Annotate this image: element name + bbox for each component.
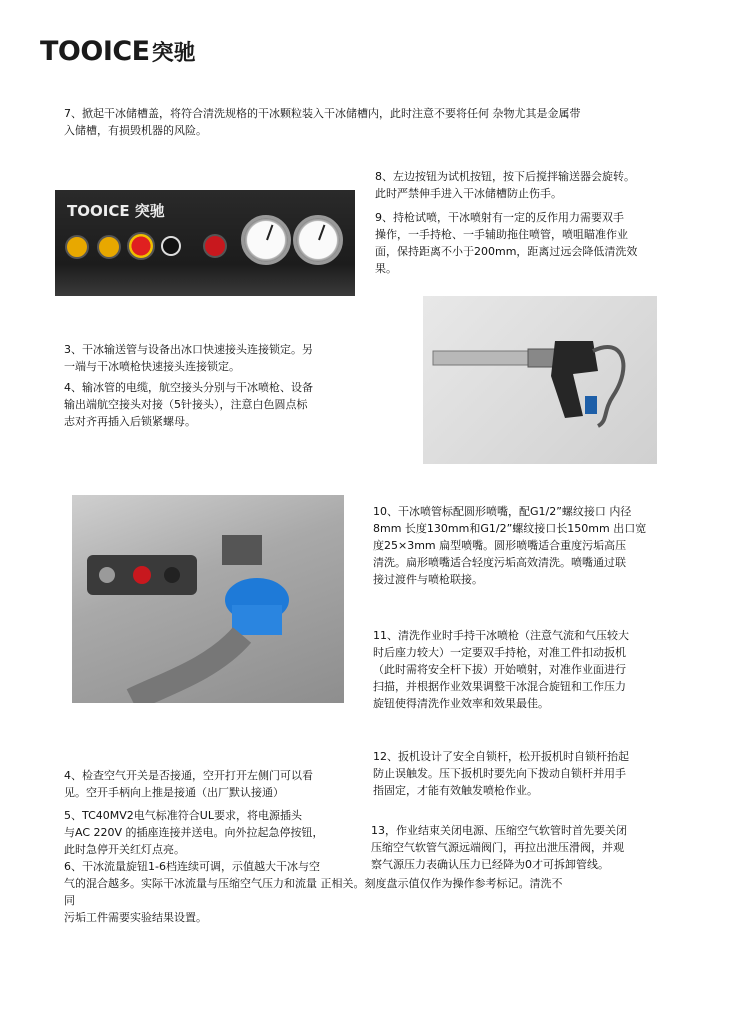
section-13-line-3: 察气源压力表确认压力已经降为0才可拆卸管线。 [371, 858, 609, 871]
section-3-line-1: 3、干冰输送管与设备出冰口快速接头连接锁定。另 [64, 343, 313, 356]
control-panel-photo [55, 190, 355, 296]
quick-connector-icon [72, 495, 344, 703]
section-9 [375, 209, 637, 277]
section-12-line-1: 12、扳机设计了安全自锁杆，松开扳机时自锁杆抬起 [373, 750, 629, 763]
section-11-line-3: （此时需将安全杆下拔）开始喷射，对准作业面进行 [373, 663, 626, 676]
section-8-line-1: 8、左边按钮为试机按钮，按下后搅拌输送器会旋转。 [375, 170, 635, 183]
section-10-line-5: 接过渡件与喷枪联接。 [373, 573, 483, 586]
section-5-line-1: 5、TC40MV2电气标准符合UL要求，将电源插头 [64, 809, 302, 822]
section-7 [64, 105, 581, 139]
section-13-line-2: 压缩空气软管气源远端阀门，再拉出泄压滑阀，并观 [371, 841, 624, 854]
section-5-line-2: 与AC 220V 的插座连接并送电。向外拉起急停按钮， [64, 826, 324, 839]
yellow-button-icon [97, 235, 121, 259]
section-12-line-2: 防止误触发。压下扳机时要先向下拨动自锁杆并用手 [373, 767, 626, 780]
panel-logo: TOOICE 突驰 [67, 202, 165, 220]
section-7-line-1: 7、掀起干冰储槽盖，将符合清洗规格的干冰颗粒装入干冰储槽内，此时注意不要将任何 杂物尤其是金属带 [64, 107, 581, 120]
section-9-line-2: 操作，一手持枪、一手辅助拖住喷管，喷咀瞄准作业 [375, 228, 628, 241]
brand-name-cn: 突驰 [151, 40, 196, 66]
emergency-stop-icon [127, 232, 155, 260]
section-5-line-3: 此时急停开关红灯点亮。 [64, 843, 185, 856]
section-11-line-2: 时后座力较大）一定要双手持枪，对准工件扣动扳机 [373, 646, 626, 659]
section-6-line-2: 气的混合越多。实际干冰流量与压缩空气压力和流量 正相关。刻度盘示值仅作为操作参考标记。清洗不 [64, 877, 563, 890]
section-8 [375, 168, 635, 202]
section-5 [64, 807, 324, 858]
section-10-line-3: 度25×3mm 扁型喷嘴。圆形喷嘴适合重度污垢高压 [373, 539, 627, 552]
blasting-gun-icon [423, 296, 657, 464]
section-6 [64, 858, 563, 926]
pressure-gauge-icon [241, 215, 291, 265]
section-4b-line-1: 4、检查空气开关是否接通，空开打开左侧门可以看 [64, 769, 313, 782]
section-4-line-2: 输出端航空接头对接（5针接头），注意白色圆点标 [64, 398, 308, 411]
section-10-line-1: 10、干冰喷管标配圆形喷嘴，配G1/2”螺纹接口 内径 [373, 505, 632, 518]
section-6-line-4: 污垢工件需要实验结果设置。 [64, 911, 207, 924]
section-6-line-3: 同 [64, 894, 75, 907]
section-12-line-3: 指固定，才能有效触发喷枪作业。 [373, 784, 538, 797]
section-10-line-4: 清洗。扁形喷嘴适合轻度污垢高效清洗。喷嘴通过联 [373, 556, 626, 569]
red-button-icon [203, 234, 227, 258]
section-9-line-3: 面，保持距离不小于200mm，距离过远会降低清洗效 [375, 245, 638, 258]
section-9-line-4: 果。 [375, 262, 397, 275]
section-13-line-1: 13，作业结束关闭电源、压缩空气软管时首先要关闭 [371, 824, 627, 837]
brand-name: TOOICE [40, 35, 150, 67]
section-3-line-2: 一端与干冰喷枪快速接头连接锁定。 [64, 360, 240, 373]
section-4b-line-2: 见。空开手柄向上推是接通（出厂默认接通） [64, 786, 284, 799]
section-11-line-5: 旋钮使得清洗作业效率和效果最佳。 [373, 697, 549, 710]
section-3 [64, 341, 313, 375]
section-6-line-1: 6、干冰流量旋钮1-6档连续可调，示值越大干冰与空 [64, 860, 320, 873]
section-8-line-2: 此时严禁伸手进入干冰储槽防止伤手。 [375, 187, 562, 200]
section-4 [64, 379, 313, 430]
section-4-line-1: 4、输冰管的电缆，航空接头分别与干冰喷枪、设备 [64, 381, 313, 394]
brand-logo [40, 36, 196, 66]
section-4b [64, 767, 313, 801]
section-12 [373, 748, 629, 799]
connector-photo [72, 495, 344, 703]
pressure-gauge-icon [293, 215, 343, 265]
section-9-line-1: 9、持枪试喷，干冰喷射有一定的反作用力需要双手 [375, 211, 624, 224]
section-11-line-1: 11、清洗作业时手持干冰喷枪（注意气流和气压较大 [373, 629, 629, 642]
section-11 [373, 627, 629, 712]
blasting-gun-photo [423, 296, 657, 464]
yellow-button-icon [65, 235, 89, 259]
section-4-line-3: 志对齐再插入后锁紧螺母。 [64, 415, 196, 428]
section-11-line-4: 扫描，并根据作业效果调整干冰混合旋钮和工作压力 [373, 680, 626, 693]
section-10-line-2: 8mm 长度130mm和G1/2”螺纹接口长150mm 出口宽 [373, 522, 647, 535]
section-7-line-2: 入储槽，有损毁机器的风险。 [64, 124, 207, 137]
section-10 [373, 503, 646, 588]
rotary-knob-icon [161, 236, 181, 256]
